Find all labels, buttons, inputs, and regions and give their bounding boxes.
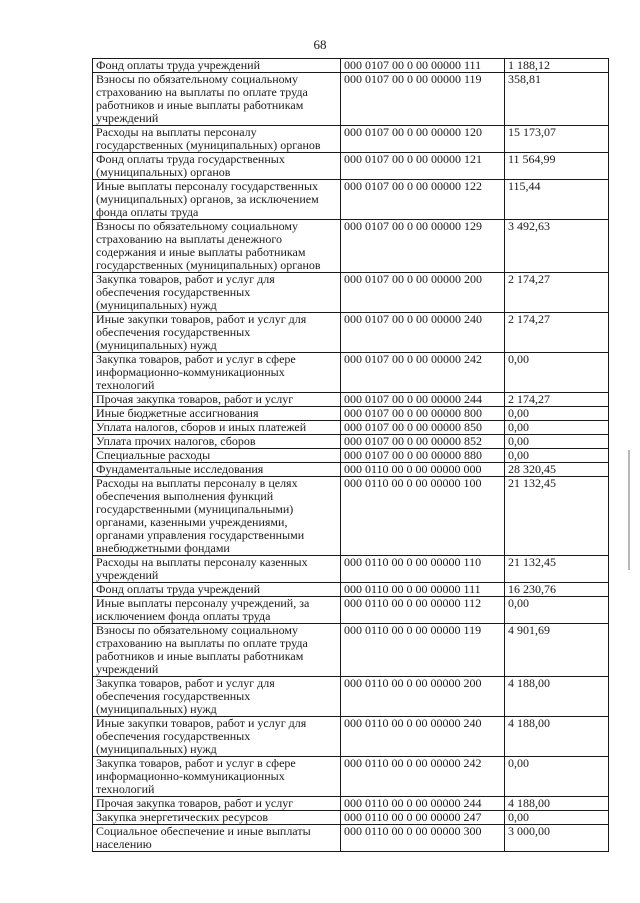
amount-cell: 2 174,27: [505, 313, 609, 353]
amount-cell: 0,00: [505, 407, 609, 421]
budget-table-body: [93, 59, 609, 852]
amount-cell: 15 173,07: [505, 126, 609, 153]
page-number: 68: [313, 37, 327, 52]
amount-cell: 3 000,00: [505, 825, 609, 852]
amount-cell: 0,00: [505, 353, 609, 393]
table-row: [93, 126, 609, 153]
expense-name-cell: Расходы на выплаты персоналу казенных учреждений: [93, 556, 341, 583]
expense-name-cell: Социальное обеспечение и иные выплаты населению: [93, 825, 341, 852]
expense-name-cell: Закупка товаров, работ и услуг для обеспечения государственных (муниципальных) нужд: [93, 677, 341, 717]
amount-cell: 4 188,00: [505, 677, 609, 717]
amount-cell: 4 188,00: [505, 797, 609, 811]
budget-table: [92, 58, 609, 852]
budget-code-cell: 000 0110 00 0 00 00000 242: [341, 757, 505, 797]
table-row: [93, 153, 609, 180]
table-row: [93, 407, 609, 421]
budget-code-cell: 000 0110 00 0 00 00000 300: [341, 825, 505, 852]
table-row: [93, 597, 609, 624]
budget-code-cell: 000 0110 00 0 00 00000 244: [341, 797, 505, 811]
amount-cell: 358,81: [505, 73, 609, 126]
budget-code-cell: 000 0107 00 0 00 00000 244: [341, 393, 505, 407]
amount-cell: 3 492,63: [505, 220, 609, 273]
table-row: [93, 435, 609, 449]
expense-name-cell: Закупка товаров, работ и услуг в сфере информационно-коммуникационных технологий: [93, 757, 341, 797]
expense-name-cell: Специальные расходы: [93, 449, 341, 463]
amount-cell: 1 188,12: [505, 59, 609, 73]
amount-cell: 16 230,76: [505, 583, 609, 597]
budget-code-cell: 000 0107 00 0 00 00000 111: [341, 59, 505, 73]
expense-name-cell: Взносы по обязательному социальному страхованию на выплаты денежного содержания и иные выплаты работникам государственных (муниципальных) органов: [93, 220, 341, 273]
expense-name-cell: Фонд оплаты труда государственных (муниципальных) органов: [93, 153, 341, 180]
expense-name-cell: Закупка энергетических ресурсов: [93, 811, 341, 825]
expense-name-cell: Расходы на выплаты персоналу государственных (муниципальных) органов: [93, 126, 341, 153]
table-row: [93, 477, 609, 556]
table-row: [93, 313, 609, 353]
expense-name-cell: Фундаментальные исследования: [93, 463, 341, 477]
expense-name-cell: Иные выплаты персоналу государственных (муниципальных) органов, за исключением фонда оплаты труда: [93, 180, 341, 220]
table-row: [93, 449, 609, 463]
table-row: [93, 797, 609, 811]
expense-name-cell: Фонд оплаты труда учреждений: [93, 583, 341, 597]
amount-cell: 2 174,27: [505, 393, 609, 407]
table-row: [93, 220, 609, 273]
table-row: [93, 811, 609, 825]
table-row: [93, 825, 609, 852]
amount-cell: 4 188,00: [505, 717, 609, 757]
expense-name-cell: Закупка товаров, работ и услуг для обеспечения государственных (муниципальных) нужд: [93, 273, 341, 313]
expense-name-cell: Иные бюджетные ассигнования: [93, 407, 341, 421]
budget-code-cell: 000 0110 00 0 00 00000 100: [341, 477, 505, 556]
budget-code-cell: 000 0110 00 0 00 00000 111: [341, 583, 505, 597]
amount-cell: 2 174,27: [505, 273, 609, 313]
table-row: [93, 59, 609, 73]
expense-name-cell: Иные закупки товаров, работ и услуг для обеспечения государственных (муниципальных) нужд: [93, 717, 341, 757]
amount-cell: 0,00: [505, 421, 609, 435]
expense-name-cell: Прочая закупка товаров, работ и услуг: [93, 797, 341, 811]
budget-code-cell: 000 0107 00 0 00 00000 880: [341, 449, 505, 463]
table-row: [93, 73, 609, 126]
budget-code-cell: 000 0107 00 0 00 00000 121: [341, 153, 505, 180]
budget-code-cell: 000 0110 00 0 00 00000 247: [341, 811, 505, 825]
expense-name-cell: Иные закупки товаров, работ и услуг для обеспечения государственных (муниципальных) нужд: [93, 313, 341, 353]
amount-cell: 4 901,69: [505, 624, 609, 677]
table-row: [93, 757, 609, 797]
budget-code-cell: 000 0110 00 0 00 00000 240: [341, 717, 505, 757]
budget-code-cell: 000 0107 00 0 00 00000 242: [341, 353, 505, 393]
table-row: [93, 717, 609, 757]
expense-name-cell: Взносы по обязательному социальному страхованию на выплаты по оплате труда работников и иные выплаты работникам учреждений: [93, 73, 341, 126]
amount-cell: 11 564,99: [505, 153, 609, 180]
table-row: [93, 624, 609, 677]
table-row: [93, 421, 609, 435]
budget-code-cell: 000 0107 00 0 00 00000 852: [341, 435, 505, 449]
amount-cell: 0,00: [505, 449, 609, 463]
amount-cell: 0,00: [505, 811, 609, 825]
table-row: [93, 463, 609, 477]
table-row: [93, 353, 609, 393]
amount-cell: 0,00: [505, 757, 609, 797]
budget-code-cell: 000 0107 00 0 00 00000 120: [341, 126, 505, 153]
amount-cell: 28 320,45: [505, 463, 609, 477]
budget-code-cell: 000 0107 00 0 00 00000 850: [341, 421, 505, 435]
amount-cell: 21 132,45: [505, 556, 609, 583]
expense-name-cell: Взносы по обязательному социальному страхованию на выплаты по оплате труда работников и иные выплаты работникам учреждений: [93, 624, 341, 677]
table-row: [93, 180, 609, 220]
table-row: [93, 273, 609, 313]
expense-name-cell: Расходы на выплаты персоналу в целях обеспечения выполнения функций государственными (муниципальными) органами, казенными учреждениями, органами управления государственными внебюджетными фондами: [93, 477, 341, 556]
budget-code-cell: 000 0110 00 0 00 00000 119: [341, 624, 505, 677]
expense-name-cell: Иные выплаты персоналу учреждений, за исключением фонда оплаты труда: [93, 597, 341, 624]
table-row: [93, 556, 609, 583]
table-row: [93, 393, 609, 407]
scan-edge-mark: [628, 450, 630, 570]
expense-name-cell: Прочая закупка товаров, работ и услуг: [93, 393, 341, 407]
expense-name-cell: Закупка товаров, работ и услуг в сфере информационно-коммуникационных технологий: [93, 353, 341, 393]
budget-code-cell: 000 0107 00 0 00 00000 129: [341, 220, 505, 273]
budget-code-cell: 000 0107 00 0 00 00000 122: [341, 180, 505, 220]
budget-code-cell: 000 0110 00 0 00 00000 000: [341, 463, 505, 477]
amount-cell: 115,44: [505, 180, 609, 220]
budget-code-cell: 000 0110 00 0 00 00000 110: [341, 556, 505, 583]
table-row: [93, 583, 609, 597]
budget-code-cell: 000 0107 00 0 00 00000 240: [341, 313, 505, 353]
amount-cell: 0,00: [505, 597, 609, 624]
budget-code-cell: 000 0107 00 0 00 00000 200: [341, 273, 505, 313]
expense-name-cell: Фонд оплаты труда учреждений: [93, 59, 341, 73]
expense-name-cell: Уплата прочих налогов, сборов: [93, 435, 341, 449]
budget-code-cell: 000 0110 00 0 00 00000 200: [341, 677, 505, 717]
table-row: [93, 677, 609, 717]
budget-code-cell: 000 0110 00 0 00 00000 112: [341, 597, 505, 624]
amount-cell: 21 132,45: [505, 477, 609, 556]
amount-cell: 0,00: [505, 435, 609, 449]
expense-name-cell: Уплата налогов, сборов и иных платежей: [93, 421, 341, 435]
budget-code-cell: 000 0107 00 0 00 00000 800: [341, 407, 505, 421]
budget-code-cell: 000 0107 00 0 00 00000 119: [341, 73, 505, 126]
